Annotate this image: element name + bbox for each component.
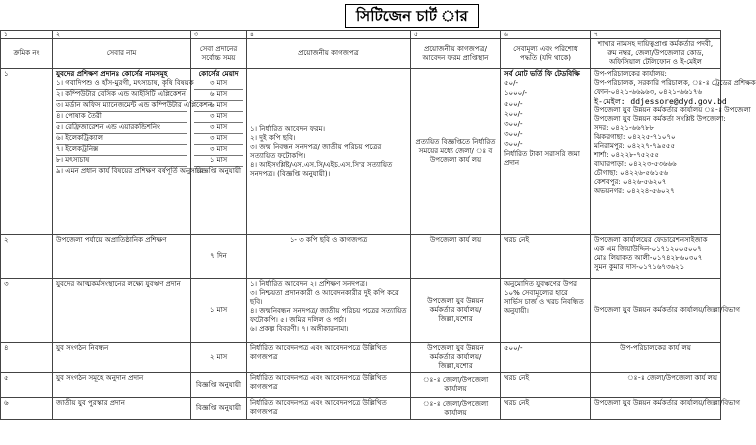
course-item: ৮। মৎস্যচাষ [56, 156, 187, 167]
service-cell [53, 69, 213, 235]
course-item: ৪। পোষাক তৈরী [56, 112, 187, 123]
duration-cell [191, 69, 247, 235]
documents-cell [247, 69, 411, 235]
service-cell: যুবদের আত্মকর্মসংস্থানের লক্ষ্যে যুবঋণ প্রদান [53, 279, 191, 343]
fee-heading: সর্ব মোট ভর্তি ফি টেডবিক্ষি [504, 70, 580, 78]
duration-item: ৩ মাস [194, 79, 243, 90]
fee-item: ৩০০/- [504, 140, 523, 148]
course-item: ৬। ইলেকট্রিক্যাল [56, 134, 187, 145]
table-row [1, 279, 721, 343]
document-item: ১। নির্ধারিত আবেদন ফরম। [250, 124, 326, 133]
office-line: ঝিকরগাছা: ০৪২২৫-৭১০৭০ [594, 133, 676, 141]
duration-item: ৩ মাস [194, 134, 243, 145]
course-item: ৯। এমন প্রধান কার্য বিষয়ের প্রশিক্ষণ বর্ষপূর্তি অনুসারে [56, 167, 204, 175]
office-cell [591, 343, 721, 373]
document-item: ২। দুই কপি ছবি। [250, 133, 296, 142]
source-cell: উপজেলা যুব উন্নয়ন কর্মকর্তার কার্যালয়/জিল্লা,যশোর [411, 343, 501, 373]
office-line: সদর: ০৪২১-৬৬৭৮৮ [594, 124, 655, 132]
header-row [1, 39, 721, 69]
duration-item: ৩ মাস [194, 145, 243, 156]
table-row [1, 69, 721, 235]
office-line: ফোন-০৪২১-৬৬৯৬৩, ০৪২১-৬৬১৭৬ [594, 88, 703, 96]
duration-item: ৬ মাস [194, 101, 243, 112]
serial-cell: ৪ [1, 343, 53, 373]
column-number: ১ [1, 31, 53, 39]
office-line: উপজেলা কার্যালয়ের ফেডারেশনসাইজাক [594, 236, 708, 244]
course-item: ৫। রেফ্রিজারেশন এন্ড এয়ারকন্ডিশনিং [56, 123, 187, 134]
duration-item: ৩ মাস [194, 112, 243, 123]
table-row [1, 343, 721, 373]
office-line: চৌগাছা: ০৪২২৬-৫৬১৫৬ [594, 169, 669, 177]
course-item: ১। গবাদিপশু ও হাঁস-মুরগী, মৎস্যচাষ, কৃষি বিষয়ক [56, 79, 187, 90]
fee-cell: খরচ নেই [501, 235, 591, 279]
document-item: ১। নির্ধারিত আবেদন ২। প্রশিক্ষণ সনদপত্র। [250, 280, 368, 288]
duration-cell: বিজ্ঞপ্তি অনুযায়ী [191, 373, 247, 398]
course-item: ৩। মর্ডান অফিস ম্যানেজমেন্ট এন্ড কম্পিউটার এপ্লিকেশন [56, 101, 187, 112]
document-item: ৩। জন্ম নিবন্ধন সনদপত্র/ জাতীয় পরিচয় পত্রের সত্যায়িত ফটোকপি। [250, 142, 382, 160]
office-cell [591, 398, 740, 420]
fee-item: ৫০০/- [504, 100, 523, 108]
office-line: উপ-পরিচালক, সরকারি পরিচালক, ঃ-ঃ ট্রেডের প্রশিক্ষক [594, 79, 756, 87]
page-title: সিটিজেন চার্ট ার [345, 4, 479, 28]
course-list [56, 79, 213, 177]
office-line: সুমন কুমার দাস-০১৭১৬৭৩৬২১ [594, 263, 685, 271]
document-item: ৪। জন্মনিবন্ধন সনদপত্র/ জাতীয় পরিচয় পত্রের সত্যায়িত ফটোকপি। ৫। জমির দলিল ও পর্চা। [250, 307, 407, 324]
citizen-charter-table [0, 30, 756, 420]
documents-cell: নির্ধারিত আবেদনপত্র এবং আবেদনপত্রে উল্লিখিত কাগজপত্র [247, 398, 411, 420]
fee-list [504, 79, 587, 169]
column-number: ৭ [591, 31, 721, 39]
office-line: উপ-পরিচালকের কার্যালয়: [594, 70, 667, 78]
office-line: উপজেলা যুব উন্নয়ন কর্মকর্তার কার্যালয়/জিল্লা/বিভাগ [594, 399, 740, 407]
office-line: ঃ-ঃ জেলা/উপজেলা কার্য লয় [627, 374, 717, 382]
fee-item: ৫০/- [504, 79, 518, 87]
header-fee: সেবামূল্য এবং পরিশোধ পদ্ধতি (যদি থাকে) [501, 39, 591, 69]
office-cell [591, 373, 721, 398]
fee-cell [501, 69, 591, 235]
office-line: উপজেলা যুব উন্নয়ন কর্মকর্তার কার্যালয়/জিল্লা/বিভাগ [594, 306, 740, 314]
office-line: মনিরামপুর: ০৪২২৭-৭৯৫৫৫ [594, 142, 676, 150]
serial-cell: ২ [1, 235, 53, 279]
fee-item: ৩০০/- [504, 120, 523, 128]
office-line: কেশবপুর: ০৪২৬-৫৬২০৭ [594, 178, 667, 186]
service-cell: যুব সংগঠন সমূহে অনুদান প্রদান [53, 373, 191, 398]
source-cell: উপজেলা কার্য লয় [411, 235, 501, 279]
header-max-time: সেবা প্রদানের সর্বোচ্চ সময় [191, 39, 247, 69]
fee-cell: খরচ নেই [501, 398, 591, 420]
service-cell: জাতীয় যুব পুরস্কার প্রদান [53, 398, 191, 420]
office-line: অভয়নগর: ০৪২২৪-৫৬০২৭ [594, 187, 675, 195]
title-area [0, 0, 720, 28]
documents-cell: নির্ধারিত আবেদনপত্র এবং আবেদনপত্রে উল্লিখিত কাগজপত্র [247, 373, 411, 398]
document-item: ৩। নিশ্চয়তা প্রদানকারী ও আবেদনকারীর দুই কপি করে ছবি। [250, 289, 399, 306]
duration-cell: বিজ্ঞপ্তি অনুযায়ী [191, 398, 247, 420]
fee-cell: অনুমোদিত যুবঋণের উপর ১০% সেবামূল্যের হারে সার্ভিস চার্জ ও খরচ নিবন্ধিত অনুযায়ী। [501, 279, 591, 343]
office-cell [591, 69, 756, 235]
serial-cell: ৬ [1, 398, 53, 420]
fee-cell: খরচ নেই [501, 373, 591, 398]
table-row [1, 235, 721, 279]
office-line: এক এম জিয়াউদ্দিন-০১৭১২০০৫০০৭ [594, 245, 702, 253]
duration-cell: ১ মাস [191, 279, 247, 343]
documents-cell [247, 279, 411, 343]
office-line: উপজেলা যুব উন্নয়ন কর্মকর্তা সংশ্লিষ্ট উপজেলা: [594, 115, 726, 123]
document-item: ৪। আইসংশ্লিষ্ট/এস.এস.সি/এইচ.এস.সি'র সত্যায়িত সনদপত্র। (বিজ্ঞপ্তি অনুযায়ী)। [250, 160, 393, 178]
documents-cell: ১- ৩ কপি ছবি ও কাগজপত্র [247, 235, 411, 279]
documents-cell: নির্ধারিত আবেদনপত্র এবং আবেদনপত্রে উল্লিখিত কাগজপত্র [247, 343, 411, 373]
duration-cell: ২ মাস [191, 343, 247, 373]
table-row [1, 398, 721, 420]
email-link[interactable]: ই-মেইল: ddjessore@dyd.gov.bd [594, 97, 727, 106]
document-item: ৬। প্রকল্প বিবরণী। ৭। অঙ্গীকারনামা। [250, 325, 349, 333]
fee-item: ১০০০/- [504, 89, 528, 97]
office-line: বাঘারপাড়া: ০৪২২৩-৫৩৬৬৬ [594, 160, 677, 168]
column-number: ৩ [191, 31, 247, 39]
header-serial: ক্রমিক নং [1, 39, 53, 69]
course-item: ৭। ইলেকট্রনিক্স [56, 145, 187, 156]
duration-heading: কোর্সের মেয়াদ [198, 70, 239, 78]
serial-cell: ৫ [1, 373, 53, 398]
header-source: প্রয়োজনীয় কাগজপত্র/আবেদন ফরম প্রাপ্তিস্থান [411, 39, 501, 69]
duration-item: ৬ মাস [194, 90, 243, 101]
column-number: ৫ [411, 31, 501, 39]
serial-cell: ১ [1, 69, 53, 235]
header-service-name: সেবার নাম [53, 39, 191, 69]
duration-item: ৩ মাস [194, 123, 243, 134]
column-number: ২ [53, 31, 191, 39]
office-cell [591, 279, 740, 343]
header-documents: প্রয়োজনীয় কাগজপত্র [247, 39, 411, 69]
service-heading: যুবদের প্রশিক্ষণ প্রদানঃ কোর্সের নামসমূহ [56, 70, 168, 78]
source-cell: উপজেলা যুব উন্নয়ন কর্মকর্তার কার্যালয়/জিল্লা,যশোর [411, 279, 501, 343]
service-cell: উপজেলা পর্যায়ে অপ্রাতিষ্ঠানিক প্রশিক্ষণ [53, 235, 191, 279]
office-line: শার্শা: ০৪২২৮-৭৫২৫৫ [594, 151, 659, 159]
column-number-row [1, 31, 721, 39]
header-office: শাখার নামসহ দায়িত্বপ্রাপ্ত কর্মকর্তার পদবী, রুম নম্বর, জেলা/উপজেলার কোড, অফিসিয়াল টেলিফোন ও ই-মেইল [591, 39, 721, 69]
table-row [1, 373, 721, 398]
duration-cell: ৭ দিন [191, 235, 247, 279]
source-cell: ঃ-ঃ জেলা/উপজেলা কার্যালয় [411, 398, 501, 420]
fee-cell: ৫০০/- [501, 343, 591, 373]
column-number: ৪ [247, 31, 411, 39]
office-cell [591, 235, 721, 279]
office-line: উপ-পরিচালকের কার্য লয় [620, 344, 691, 352]
source-cell: ঃ-ঃ জেলা/উপজেলা কার্যালয় [411, 373, 501, 398]
duration-item: ১ মাস [194, 156, 243, 167]
office-line: উপজেলা যুব উন্নয়ন কর্মকর্তার কার্যালয় ঃ-ঃ উপজেলা [594, 106, 751, 114]
fee-item: ৩০০/- [504, 130, 523, 138]
serial-cell: ৩ [1, 279, 53, 343]
duration-list [194, 79, 243, 177]
service-cell: যুব সংগঠন নিবন্ধন [53, 343, 191, 373]
fee-item: ২০০/- [504, 110, 523, 118]
course-item: ২। কম্পিউটার বেসিক এন্ড আইসিটি এপ্লিকেশন [56, 90, 187, 101]
office-line: মোঃ লিয়াকত আলী-০১৭৪২৮৬০৩০৭ [594, 254, 703, 262]
duration-item: বিজ্ঞপ্তি অনুযায়ী [195, 167, 241, 175]
column-number: ৬ [501, 31, 591, 39]
source-cell: প্রত্যয়িত বিজ্ঞপ্তিতে নির্ধারিত সময়ের মধ্যে জেলা/ ঃ ব উপজেলা কার্য লয় [411, 69, 501, 235]
fee-item: নির্ধারিত টাকা সরাসরি জমা প্রদান [504, 150, 580, 167]
